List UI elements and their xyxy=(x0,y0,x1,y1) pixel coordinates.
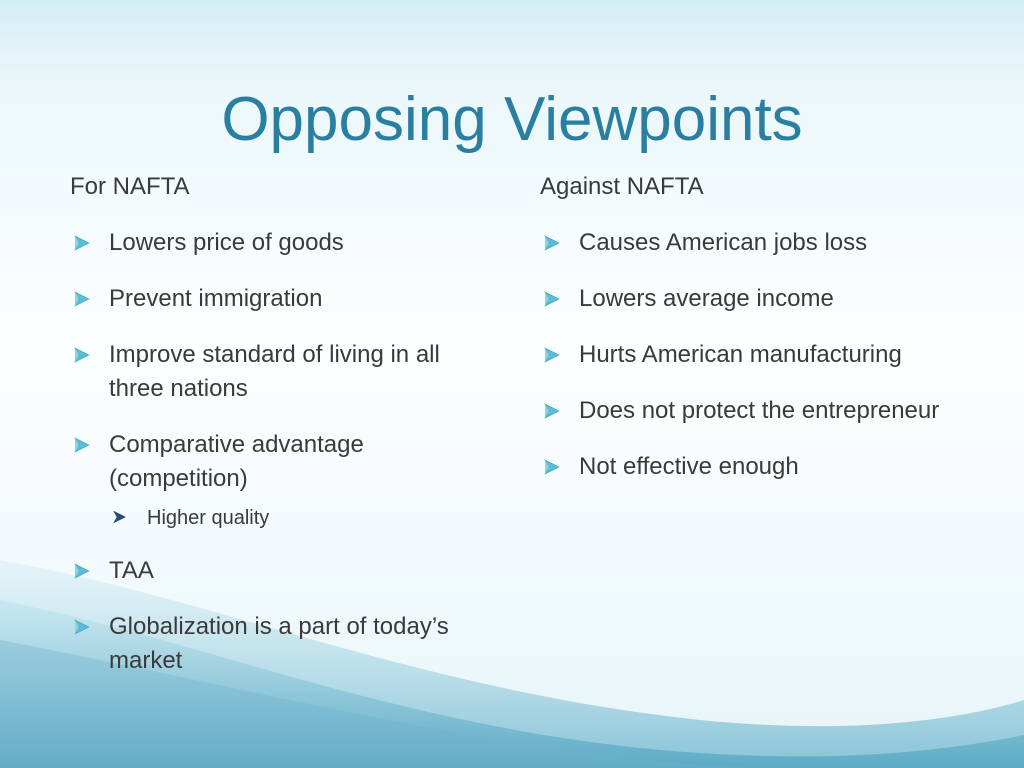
arrow-bullet-icon xyxy=(73,291,91,307)
for-nafta-list xyxy=(70,226,490,678)
list-item xyxy=(70,610,490,678)
list-item xyxy=(70,428,490,532)
for-nafta-heading: For NAFTA xyxy=(70,173,190,200)
for-nafta-column xyxy=(70,172,490,700)
arrow-bullet-icon xyxy=(73,347,91,363)
arrow-bullet-icon xyxy=(543,459,561,475)
list-item-text: Not effective enough xyxy=(579,453,799,480)
arrow-bullet-icon xyxy=(543,347,561,363)
list-item-text: Hurts American manufacturing xyxy=(579,341,902,368)
arrow-bullet-icon xyxy=(543,235,561,251)
slide-title: Opposing Viewpoints xyxy=(221,85,803,154)
list-item xyxy=(540,282,980,316)
list-item-text: Improve standard of living in all three nations xyxy=(109,341,440,402)
arrow-bullet-icon xyxy=(543,291,561,307)
arrow-bullet-icon xyxy=(73,437,91,453)
list-item-text: Lowers price of goods xyxy=(109,229,344,256)
list-item xyxy=(70,282,490,316)
list-item xyxy=(540,226,980,260)
list-item xyxy=(540,338,980,372)
list-item xyxy=(70,554,490,588)
list-item xyxy=(540,450,980,484)
arrow-bullet-icon xyxy=(543,403,561,419)
list-item xyxy=(540,394,980,428)
sub-list xyxy=(109,504,490,532)
sub-list-item-text: Higher quality xyxy=(147,507,270,529)
arrow-bullet-icon xyxy=(73,563,91,579)
list-item xyxy=(70,226,490,260)
list-item xyxy=(70,338,490,406)
list-item-text: Lowers average income xyxy=(579,285,834,312)
list-item-text: Globalization is a part of today’s market xyxy=(109,613,449,674)
against-nafta-list xyxy=(540,226,980,484)
against-nafta-heading: Against NAFTA xyxy=(540,173,704,200)
list-item-text: Comparative advantage (competition) xyxy=(109,431,364,492)
sub-list-item xyxy=(109,504,490,532)
list-item-text: TAA xyxy=(109,557,154,584)
against-nafta-column xyxy=(540,172,980,506)
list-item-text: Causes American jobs loss xyxy=(579,229,868,256)
arrow-bullet-icon xyxy=(73,619,91,635)
arrow-bullet-icon xyxy=(73,235,91,251)
list-item-text: Does not protect the entrepreneur xyxy=(579,397,940,424)
list-item-text: Prevent immigration xyxy=(109,285,323,312)
arrow-bullet-icon xyxy=(112,510,127,524)
